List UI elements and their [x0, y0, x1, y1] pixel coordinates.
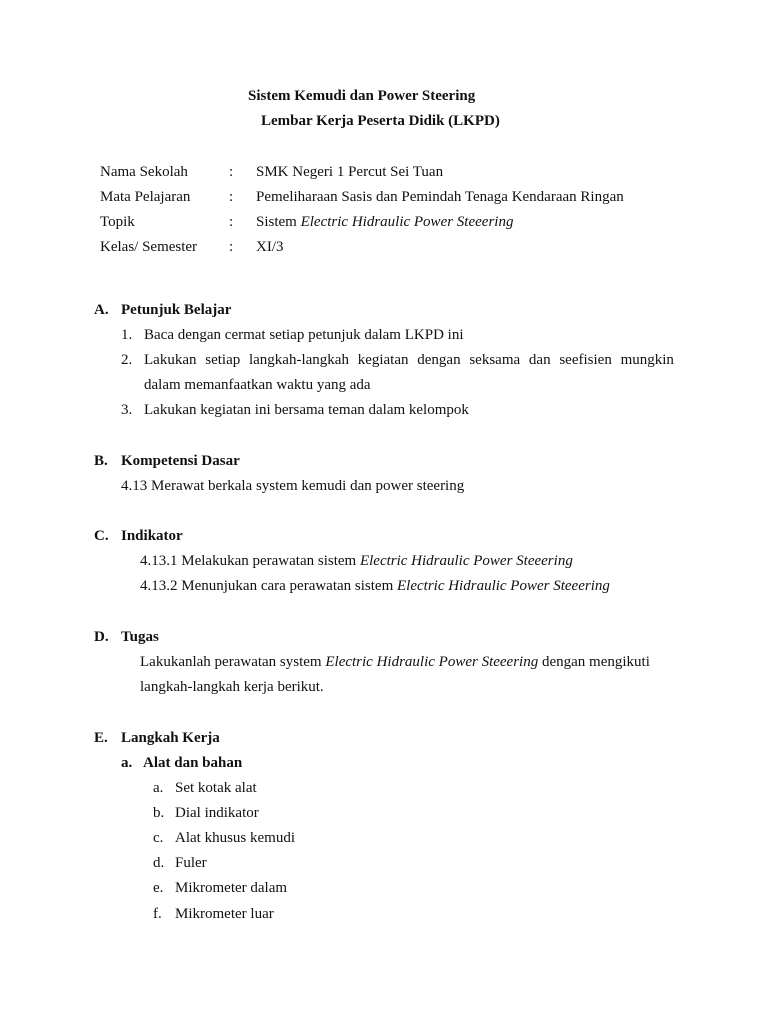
list-letter: a. [153, 780, 164, 796]
section-b-marker: B. [94, 453, 108, 469]
identity-value-subject: Pemeliharaan Sasis dan Pemindah Tenaga Kendaraan Ringan [256, 189, 624, 205]
word: setiap [205, 352, 241, 368]
word: kegiatan [357, 352, 409, 368]
word: dan [528, 352, 551, 368]
identity-label-topic: Topik [100, 214, 135, 230]
identity-value-topic [256, 213, 513, 231]
list-item-continuation: dalam memanfaatkan waktu yang ada [144, 377, 371, 393]
section-e-heading: Langkah Kerja [121, 730, 220, 746]
task-line-2: langkah-langkah kerja berikut. [140, 679, 324, 695]
identity-colon: : [229, 239, 234, 255]
word: dengan [417, 352, 461, 368]
identity-colon: : [229, 189, 234, 205]
list-item: Mikrometer luar [175, 906, 274, 922]
indicator-italic: Electric Hidraulic Power Steeering [359, 553, 573, 569]
indicator-prefix: 4.13.2 Menunjukan cara perawatan sistem [140, 578, 397, 594]
identity-colon: : [229, 214, 234, 230]
list-letter: e. [153, 880, 164, 896]
section-a-marker: A. [94, 302, 109, 318]
list-item: Baca dengan cermat setiap petunjuk dalam LKPD ini [144, 327, 464, 343]
topic-italic: Electric Hidraulic Power Steeering [300, 214, 514, 230]
section-c-heading: Indikator [121, 528, 183, 544]
section-e-marker: E. [94, 730, 108, 746]
list-item: Fuler [175, 855, 207, 871]
indicator-prefix: 4.13.1 Melakukan perawatan sistem [140, 553, 360, 569]
word: seefisien [559, 352, 612, 368]
task-line-1 [140, 653, 650, 671]
list-letter: f. [153, 906, 162, 922]
competency-text: 4.13 Merawat berkala system kemudi dan power steering [121, 478, 465, 494]
list-item [144, 351, 674, 369]
list-number: 2. [121, 352, 133, 368]
word: mungkin [620, 352, 674, 368]
list-item: Alat khusus kemudi [175, 830, 295, 846]
section-d-marker: D. [94, 629, 109, 645]
word: langkah-langkah [248, 352, 349, 368]
subsection-heading: Alat dan bahan [143, 755, 243, 771]
document-subtitle: Lembar Kerja Peserta Didik (LKPD) [261, 113, 500, 129]
list-number: 1. [121, 327, 133, 343]
task-prefix: Lakukanlah perawatan system [140, 654, 326, 670]
section-c-marker: C. [94, 528, 109, 544]
list-letter: c. [153, 830, 164, 846]
task-italic: Electric Hidraulic Power Steeering [325, 654, 539, 670]
document-title: Sistem Kemudi dan Power Steering [248, 88, 476, 104]
identity-label-class: Kelas/ Semester [100, 239, 198, 255]
list-number: 3. [121, 402, 133, 418]
list-item: Mikrometer dalam [175, 880, 288, 896]
word: Lakukan [144, 352, 197, 368]
identity-value-class: XI/3 [256, 239, 284, 255]
subsection-marker: a. [121, 755, 133, 771]
section-b-heading: Kompetensi Dasar [121, 453, 240, 469]
list-item: Set kotak alat [175, 780, 257, 796]
identity-colon: : [229, 164, 234, 180]
list-letter: b. [153, 805, 165, 821]
topic-prefix: Sistem [256, 214, 301, 230]
indicator-italic: Electric Hidraulic Power Steeering [397, 578, 610, 594]
indicator-item [140, 577, 610, 595]
identity-label-subject: Mata Pelajaran [100, 189, 191, 205]
list-letter: d. [153, 855, 165, 871]
list-item: Dial indikator [175, 805, 259, 821]
identity-label-school: Nama Sekolah [100, 164, 188, 180]
section-d-heading: Tugas [121, 629, 159, 645]
identity-value-school: SMK Negeri 1 Percut Sei Tuan [256, 164, 444, 180]
indicator-item [140, 552, 573, 570]
section-a-heading: Petunjuk Belajar [121, 302, 232, 318]
list-item: Lakukan kegiatan ini bersama teman dalam kelompok [144, 402, 469, 418]
word: seksama [469, 352, 521, 368]
task-suffix: dengan mengikuti [538, 654, 650, 670]
